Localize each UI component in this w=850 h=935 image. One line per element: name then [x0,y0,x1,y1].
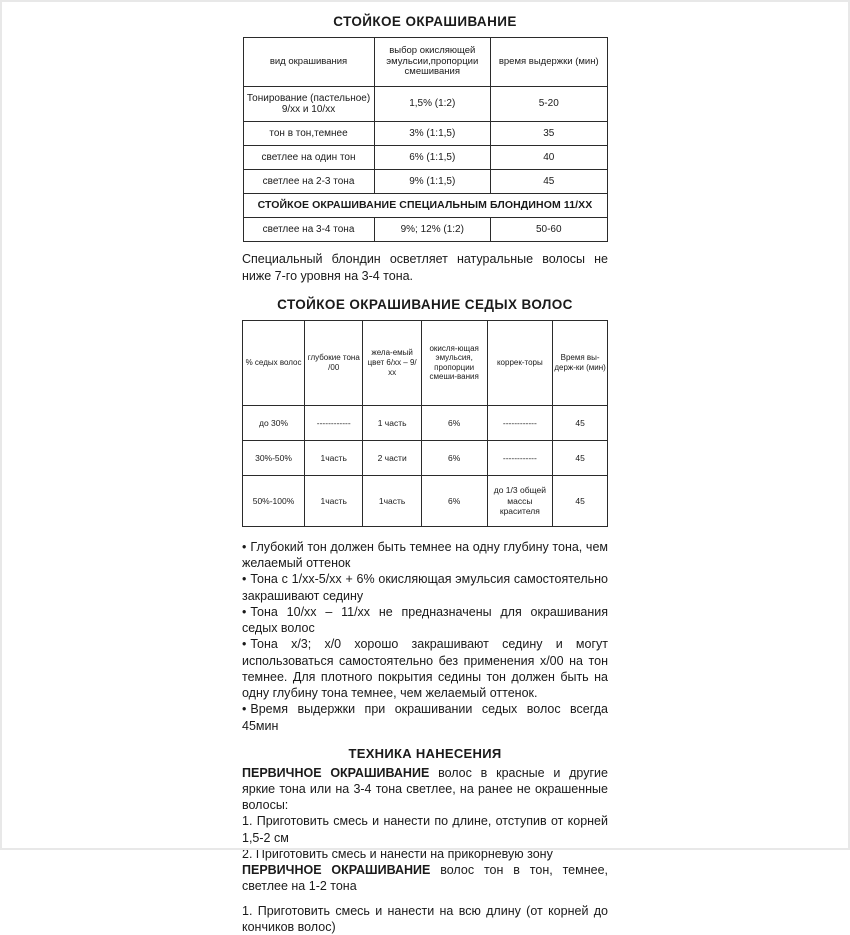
bullet-dot-icon: • [242,604,247,619]
table-row [243,87,607,122]
table-row [243,122,607,146]
technique-p2-bold: ПЕРВИЧНОЕ ОКРАШИВАНИЕ [242,863,431,878]
table2-cell: 1часть [363,475,421,526]
note-special-blond: Специальный блондин осветляет натуральные волосы не ниже 7-го уровня на 3-4 тона. [242,252,608,283]
table2-cell: 6% [421,405,487,440]
table1-cell: светлее на 3-4 тона [243,218,374,242]
technique-step-2: 2. Приготовить смесь и нанести на прикорневую зону [242,846,553,861]
table1-cell: 9% (1:1,5) [374,170,490,194]
table2-cell: 1 часть [363,405,421,440]
bullet-text: Глубокий тон должен быть темнее на одну глубину тона, чем желаемый оттенок [242,539,608,570]
list-item [242,571,608,604]
table1-cell: 9%; 12% (1:2) [374,218,490,242]
table2-cell: 45 [553,440,608,475]
table2-cell: ------------ [487,440,553,475]
table1-cell: светлее на один тон [243,146,374,170]
technique-p1-bold: ПЕРВИЧНОЕ ОКРАШИВАНИЕ [242,765,430,780]
bullet-text: Тона 10/хх – 11/хх не предназначены для окрашивания седых волос [242,604,608,635]
table2-cell: 45 [553,405,608,440]
table1-header-cell: время выдержки (мин) [491,38,608,87]
table2-header-cell: жела-емый цвет 6/хх – 9/хх [363,320,421,405]
bullet-list [242,539,608,734]
bullet-dot-icon: • [242,702,247,717]
technique-step-1: 1. Приготовить смесь и нанести по длине, отступив от корней 1,5-2 см [242,814,608,845]
table1-cell: 6% (1:1,5) [374,146,490,170]
bullet-text: Тона х/3; х/0 хорошо закрашивают седину и могут использоваться самостоятельно без применения х/00 на тон темнее. Для плотного покрытия седины тон должен быть на одну глубину тона темнее, чем желаемый оттенок. [242,637,608,700]
technique-p1-rest: волос в красные и другие яркие тона или на 3-4 тона светлее, на ранее не окрашенные волосы: [242,765,608,813]
table2-cell: 30%-50% [243,440,305,475]
list-item [242,539,608,572]
table1-cell: Тонирование (пастельное) 9/хх и 10/хх [243,87,374,122]
bullet-text: Тона с 1/хх-5/хх + 6% окисляющая эмульсия самостоятельно закрашивают седину [242,572,608,603]
bullet-text: Время выдержки при окрашивании седых волос всегда 45мин [242,702,608,733]
table-row [243,170,607,194]
table1-cell: 5-20 [491,87,608,122]
table-header-row [243,320,608,405]
table1-cell: светлее на 2-3 тона [243,170,374,194]
table2-cell: до 1/3 общей массы красителя [487,475,553,526]
table2-cell: 2 части [363,440,421,475]
table2-header-cell: коррек-торы [487,320,553,405]
table2-header-cell: Время вы-держ-ки (мин) [553,320,608,405]
table1-cell: 1,5% (1:2) [374,87,490,122]
section-title-sedye-volosy: СТОЙКОЕ ОКРАШИВАНИЕ СЕДЫХ ВОЛОС [277,296,573,312]
list-item [242,701,608,734]
table1-cell: 50-60 [491,218,608,242]
list-item [242,636,608,701]
table2-cell: ------------ [305,405,363,440]
technique-paragraph-2 [242,862,608,895]
table-row [243,146,607,170]
table-row [243,405,608,440]
table-row [243,475,608,526]
table-row [243,440,608,475]
table2-cell: 6% [421,475,487,526]
bullet-dot-icon: • [242,637,247,652]
list-item [242,604,608,637]
table2-header-cell: % седых волос [243,320,305,405]
table1-cell: 35 [491,122,608,146]
table2-cell: до 30% [243,405,305,440]
table-sedye-volosy [242,320,608,527]
table2-cell: 1часть [305,440,363,475]
table-band-row [243,194,607,218]
technique-section [242,746,608,935]
technique-step-3: 1. Приготовить смесь и нанести на всю длину (от корней до кончиков волос) [242,903,608,934]
bullet-dot-icon: • [242,539,247,554]
table1-cell: 3% (1:1,5) [374,122,490,146]
table1-cell: тон в тон,темнее [243,122,374,146]
technique-paragraph-1 [242,765,608,814]
table1-header-cell: выбор окисляющей эмульсии,пропорции смешивания [374,38,490,87]
table1-cell: 45 [491,170,608,194]
table2-header-cell: окисля-ющая эмульсия, пропорции смеши-вания [421,320,487,405]
table2-cell: 45 [553,475,608,526]
table1-cell: 40 [491,146,608,170]
technique-title: ТЕХНИКА НАНЕСЕНИЯ [348,745,502,761]
table-stoykoe-okrashivanie [243,37,608,242]
table2-cell: 6% [421,440,487,475]
bullet-dot-icon: • [242,572,247,587]
table2-cell: 1часть [305,475,363,526]
table1-band-label: СТОЙКОЕ ОКРАШИВАНИЕ СПЕЦИАЛЬНЫМ БЛОНДИНОМ 11/ХХ [243,194,607,218]
table1-header-cell: вид окрашивания [243,38,374,87]
section-title-stoykoe-okrashivanie: СТОЙКОЕ ОКРАШИВАНИЕ [333,14,517,29]
table2-cell: 50%-100% [243,475,305,526]
table-row [243,218,607,242]
table2-cell: ------------ [487,405,553,440]
table-header-row [243,38,607,87]
technique-p2-rest: волос тон в тон, темнее, светлее на 1-2 тона [242,863,608,894]
table2-header-cell: глубокие тона /00 [305,320,363,405]
